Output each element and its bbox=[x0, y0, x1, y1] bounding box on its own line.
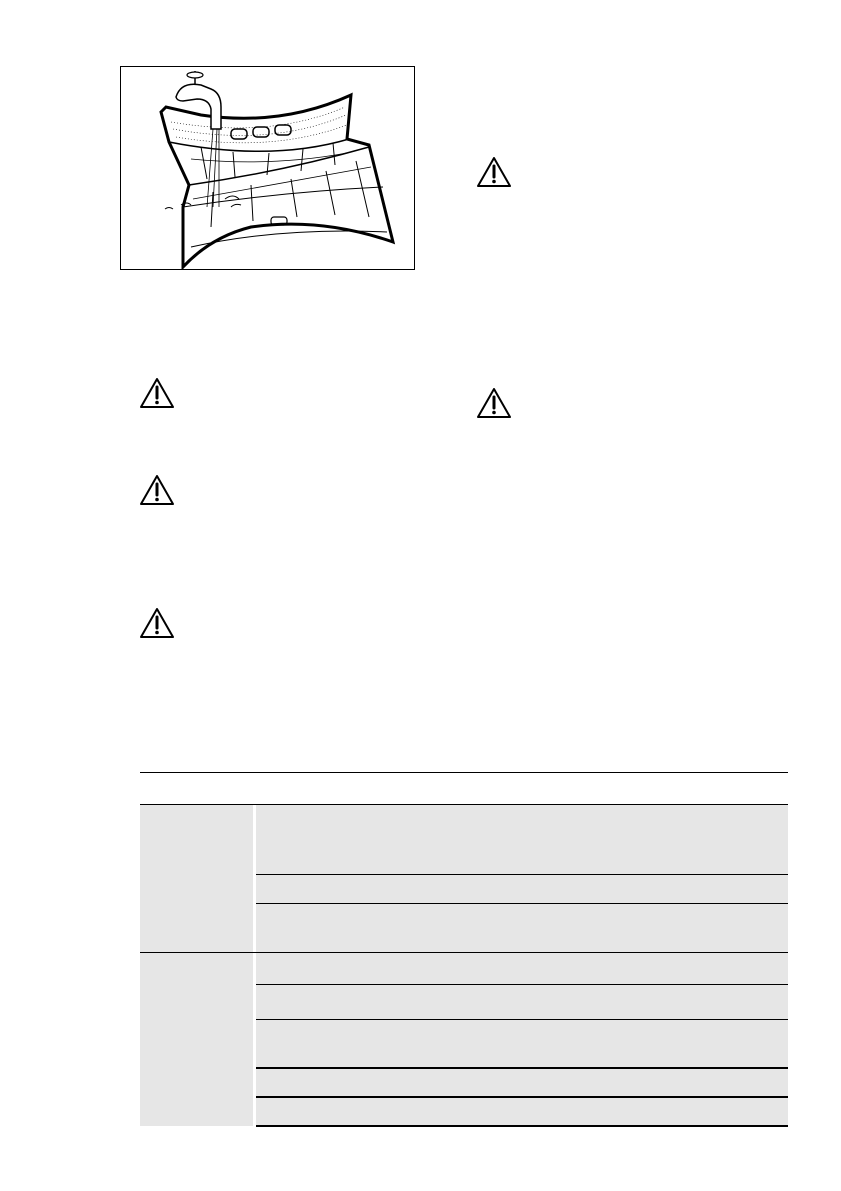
table-row bbox=[256, 875, 788, 903]
table-row bbox=[256, 985, 788, 1019]
table-top-rule bbox=[140, 772, 788, 773]
filter-cleaning-figure bbox=[120, 66, 415, 270]
warning-icon bbox=[139, 607, 175, 639]
table-group-cell bbox=[140, 805, 253, 952]
table-row bbox=[256, 1069, 788, 1096]
filter-rinse-illustration bbox=[121, 67, 414, 269]
table-group-cell bbox=[140, 953, 253, 1126]
filter-icon bbox=[161, 95, 393, 267]
warning-icon bbox=[139, 474, 175, 506]
table-row bbox=[256, 805, 788, 874]
table-row bbox=[256, 1098, 788, 1125]
row-rule bbox=[256, 1125, 788, 1127]
table-row bbox=[256, 953, 788, 984]
table-row bbox=[256, 904, 788, 952]
warning-icon bbox=[476, 387, 512, 419]
warning-icon bbox=[139, 377, 175, 409]
warning-icon bbox=[476, 156, 512, 188]
table-row bbox=[256, 1020, 788, 1067]
